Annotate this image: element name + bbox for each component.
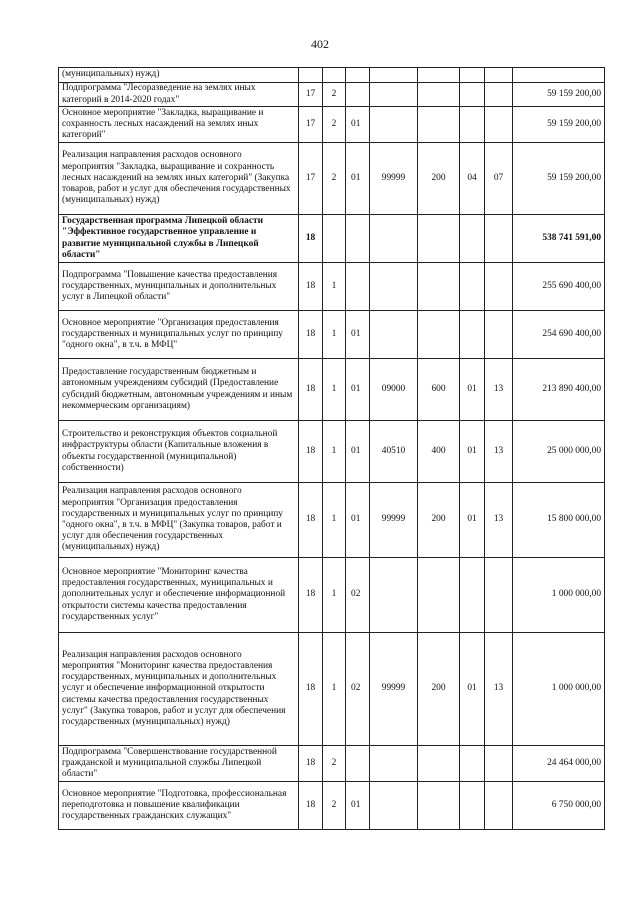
expense-type-cell (418, 558, 460, 633)
expense-type-cell (418, 215, 460, 263)
table-row (59, 483, 605, 558)
activity-code-cell: 01 (346, 782, 370, 830)
expense-type-cell: 400 (418, 421, 460, 483)
expense-type-cell (418, 746, 460, 782)
program-code-cell: 18 (299, 483, 323, 558)
table-row (59, 83, 605, 107)
amount-cell: 1 000 000,00 (513, 633, 605, 746)
amount-cell (513, 68, 605, 83)
subsection-code-cell (485, 782, 513, 830)
subsection-code-cell (485, 83, 513, 107)
activity-code-cell: 01 (346, 107, 370, 143)
activity-code-cell (346, 68, 370, 83)
name-cell: Подпрограмма "Совершенствование государственной гражданской и муниципальной службы Липецкой области" (59, 746, 299, 782)
budget-table (58, 67, 605, 830)
name-cell: Основное мероприятие "Организация предоставления государственных и муниципальных услуг по принципу "одного окна", в т.ч. в МФЦ" (59, 311, 299, 359)
subprogram-code-cell: 2 (323, 746, 346, 782)
direction-code-cell: 99999 (370, 633, 418, 746)
amount-cell: 59 159 200,00 (513, 143, 605, 215)
program-code-cell (299, 68, 323, 83)
section-code-cell: 04 (460, 143, 485, 215)
section-code-cell (460, 107, 485, 143)
direction-code-cell (370, 311, 418, 359)
table-row (59, 421, 605, 483)
subprogram-code-cell: 1 (323, 311, 346, 359)
name-cell: Государственная программа Липецкой области "Эффективное государственное управление и развитие муниципальной службы в Липецкой области" (59, 215, 299, 263)
table-row (59, 359, 605, 421)
amount-cell: 59 159 200,00 (513, 83, 605, 107)
amount-cell: 59 159 200,00 (513, 107, 605, 143)
program-code-cell: 17 (299, 143, 323, 215)
name-cell: Строительство и реконструкция объектов социальной инфраструктуры области (Капитальные вложения в объекты государственной (муниципальной) собственности) (59, 421, 299, 483)
activity-code-cell (346, 263, 370, 311)
subprogram-code-cell: 2 (323, 107, 346, 143)
subprogram-code-cell: 1 (323, 421, 346, 483)
table-row (59, 782, 605, 830)
subprogram-code-cell: 1 (323, 558, 346, 633)
program-code-cell: 18 (299, 782, 323, 830)
program-code-cell: 18 (299, 633, 323, 746)
activity-code-cell: 02 (346, 633, 370, 746)
subprogram-code-cell: 1 (323, 263, 346, 311)
subsection-code-cell (485, 311, 513, 359)
subsection-code-cell: 07 (485, 143, 513, 215)
direction-code-cell (370, 215, 418, 263)
page-number: 402 (311, 37, 329, 51)
activity-code-cell (346, 215, 370, 263)
amount-cell: 254 690 400,00 (513, 311, 605, 359)
expense-type-cell: 600 (418, 359, 460, 421)
expense-type-cell (418, 263, 460, 311)
section-code-cell: 01 (460, 421, 485, 483)
name-cell: Основное мероприятие "Подготовка, профессиональная переподготовка и повышение квалификации государственных гражданских служащих" (59, 782, 299, 830)
activity-code-cell (346, 83, 370, 107)
direction-code-cell (370, 83, 418, 107)
amount-cell: 1 000 000,00 (513, 558, 605, 633)
program-code-cell: 18 (299, 215, 323, 263)
program-code-cell: 18 (299, 263, 323, 311)
expense-type-cell (418, 311, 460, 359)
name-cell: Подпрограмма "Повышение качества предоставления государственных, муниципальных и дополнительных услуг в Липецкой области" (59, 263, 299, 311)
subsection-code-cell (485, 558, 513, 633)
program-code-cell: 18 (299, 311, 323, 359)
activity-code-cell (346, 746, 370, 782)
amount-cell: 255 690 400,00 (513, 263, 605, 311)
table-row (59, 107, 605, 143)
section-code-cell (460, 311, 485, 359)
expense-type-cell: 200 (418, 633, 460, 746)
subprogram-code-cell (323, 68, 346, 83)
subprogram-code-cell: 2 (323, 143, 346, 215)
table-row (59, 746, 605, 782)
subprogram-code-cell (323, 215, 346, 263)
section-code-cell (460, 215, 485, 263)
table-row (59, 215, 605, 263)
activity-code-cell: 01 (346, 483, 370, 558)
expense-type-cell (418, 83, 460, 107)
table-row (59, 311, 605, 359)
name-cell: Основное мероприятие "Закладка, выращивание и сохранность лесных насаждений на землях иных категорий" (59, 107, 299, 143)
subprogram-code-cell: 2 (323, 83, 346, 107)
subsection-code-cell (485, 215, 513, 263)
name-cell: Реализация направления расходов основного мероприятия "Закладка, выращивание и сохранность лесных насаждений на землях иных категорий" (Закупка товаров, работ и услуг для обеспечения государственных (муниципальных) нужд) (59, 143, 299, 215)
program-code-cell: 17 (299, 107, 323, 143)
direction-code-cell (370, 68, 418, 83)
amount-cell: 24 464 000,00 (513, 746, 605, 782)
direction-code-cell (370, 746, 418, 782)
subprogram-code-cell: 2 (323, 782, 346, 830)
name-cell: Подпрограмма "Лесоразведение на землях иных категорий в 2014-2020 годах" (59, 83, 299, 107)
direction-code-cell: 99999 (370, 483, 418, 558)
section-code-cell (460, 746, 485, 782)
subsection-code-cell: 13 (485, 359, 513, 421)
amount-cell: 15 800 000,00 (513, 483, 605, 558)
name-cell: Основное мероприятие "Мониторинг качества предоставления государственных, муниципальных и дополнительных услуг и обеспечение информационной открытости системы качества предоставления государственных услуг" (59, 558, 299, 633)
name-cell: Реализация направления расходов основного мероприятия "Организация предоставления государственных и муниципальных услуг по принципу "одного окна", в т.ч. в МФЦ" (Закупка товаров, работ и услуг для обеспечения государственных (муниципальных) нужд) (59, 483, 299, 558)
table-body (59, 68, 605, 830)
subsection-code-cell (485, 68, 513, 83)
subsection-code-cell (485, 107, 513, 143)
subsection-code-cell: 13 (485, 483, 513, 558)
subsection-code-cell (485, 263, 513, 311)
name-cell: (муниципальных) нужд) (59, 68, 299, 83)
program-code-cell: 18 (299, 421, 323, 483)
expense-type-cell (418, 107, 460, 143)
program-code-cell: 18 (299, 746, 323, 782)
expense-type-cell: 200 (418, 483, 460, 558)
section-code-cell: 01 (460, 633, 485, 746)
amount-cell: 6 750 000,00 (513, 782, 605, 830)
direction-code-cell (370, 107, 418, 143)
direction-code-cell: 09000 (370, 359, 418, 421)
amount-cell: 538 741 591,00 (513, 215, 605, 263)
table-row (59, 68, 605, 83)
expense-type-cell (418, 68, 460, 83)
subsection-code-cell (485, 746, 513, 782)
table-row (59, 263, 605, 311)
subprogram-code-cell: 1 (323, 483, 346, 558)
section-code-cell (460, 83, 485, 107)
activity-code-cell: 01 (346, 421, 370, 483)
table-row (59, 558, 605, 633)
name-cell: Реализация направления расходов основного мероприятия "Мониторинг качества предоставления государственных, муниципальных и дополнительных услуг и обеспечение информационной открытости системы качества предоставления государственных услуг" (Закупка товаров, работ и услуг для обеспечения государственных (муниципальных) нужд) (59, 633, 299, 746)
direction-code-cell (370, 263, 418, 311)
section-code-cell (460, 782, 485, 830)
program-code-cell: 18 (299, 558, 323, 633)
section-code-cell: 01 (460, 359, 485, 421)
table-row (59, 633, 605, 746)
amount-cell: 25 000 000,00 (513, 421, 605, 483)
name-cell: Предоставление государственным бюджетным и автономным учреждениям субсидий (Предоставление субсидий бюджетным, автономным учреждениям и иным некоммерческим организациям) (59, 359, 299, 421)
direction-code-cell (370, 782, 418, 830)
program-code-cell: 18 (299, 359, 323, 421)
activity-code-cell: 02 (346, 558, 370, 633)
section-code-cell (460, 68, 485, 83)
activity-code-cell: 01 (346, 311, 370, 359)
subprogram-code-cell: 1 (323, 633, 346, 746)
subprogram-code-cell: 1 (323, 359, 346, 421)
subsection-code-cell: 13 (485, 421, 513, 483)
direction-code-cell: 99999 (370, 143, 418, 215)
expense-type-cell: 200 (418, 143, 460, 215)
subsection-code-cell: 13 (485, 633, 513, 746)
section-code-cell: 01 (460, 483, 485, 558)
amount-cell: 213 890 400,00 (513, 359, 605, 421)
activity-code-cell: 01 (346, 143, 370, 215)
table-row (59, 143, 605, 215)
direction-code-cell: 40510 (370, 421, 418, 483)
section-code-cell (460, 263, 485, 311)
direction-code-cell (370, 558, 418, 633)
section-code-cell (460, 558, 485, 633)
program-code-cell: 17 (299, 83, 323, 107)
activity-code-cell: 01 (346, 359, 370, 421)
expense-type-cell (418, 782, 460, 830)
